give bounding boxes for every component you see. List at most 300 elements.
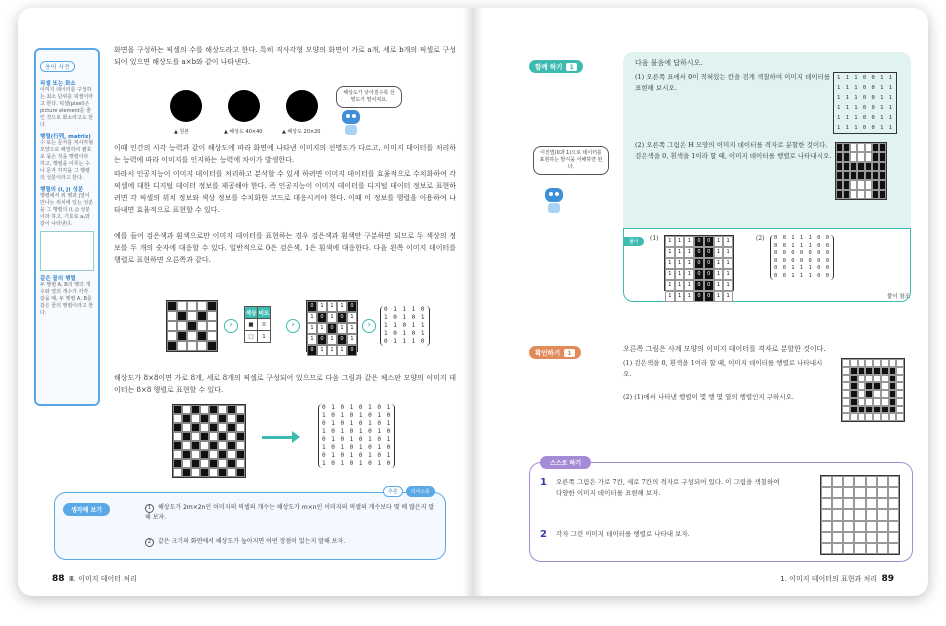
matrix-row: 1 0 1 0 1 0 1 0 bbox=[322, 460, 392, 467]
grid-cell bbox=[872, 180, 879, 189]
pixel-grid-numbered bbox=[306, 300, 358, 352]
book-gutter bbox=[463, 8, 483, 596]
table-header: 비트 bbox=[258, 307, 271, 319]
glossary-badge: 용어 사전 bbox=[40, 61, 75, 72]
grid-cell[interactable] bbox=[821, 498, 832, 509]
matrix-row: 0 1 0 1 0 1 0 1 bbox=[322, 452, 392, 459]
grid-cell bbox=[881, 359, 889, 367]
grid-cell[interactable] bbox=[866, 521, 877, 532]
speech-bubble-2: 이진법(0과 1)으로 데이터를 표현하는 방식을 이해하면 된다. bbox=[533, 146, 609, 175]
grid-cell bbox=[197, 301, 207, 311]
matrix-row: 0 1 0 1 0 1 0 1 bbox=[322, 404, 392, 411]
matrix-row: 1 1 1 0 0 1 1 bbox=[837, 105, 894, 111]
think-tag: 생각해 보기 bbox=[63, 503, 110, 516]
caption-20: ▲ 해상도 20×20 bbox=[282, 129, 321, 135]
grid-cell[interactable] bbox=[854, 476, 865, 487]
glossary-term: 같은 꼴의 행렬 두 행렬 A, B의 행의 개수와 열의 개수가 각각 같을 때, 두 행렬 A, B를 같은 꼴의 행렬이라고 한다. bbox=[40, 276, 94, 316]
grid-cell bbox=[236, 414, 245, 423]
grid-cell bbox=[236, 423, 245, 432]
grid-cell: 0 bbox=[327, 323, 337, 334]
grid-cell bbox=[173, 414, 182, 423]
grid-cell[interactable] bbox=[866, 509, 877, 520]
grid-cell bbox=[879, 190, 886, 199]
grid-cell bbox=[865, 390, 873, 398]
grid-cell bbox=[187, 311, 197, 321]
grid-cell: 1 bbox=[327, 345, 337, 356]
grid-cell bbox=[865, 143, 872, 152]
grid-cell bbox=[209, 423, 218, 432]
grid-cell bbox=[850, 367, 858, 375]
grid-cell bbox=[227, 450, 236, 459]
grid-cell[interactable] bbox=[821, 532, 832, 543]
grid-cell bbox=[177, 331, 187, 341]
grid-cell[interactable] bbox=[854, 543, 865, 554]
grid-cell bbox=[858, 382, 866, 390]
grid-cell: 1 bbox=[317, 301, 327, 312]
grid-cell bbox=[873, 382, 881, 390]
grid-cell bbox=[858, 398, 866, 406]
grid-cell bbox=[865, 162, 872, 171]
grid-cell: 1 bbox=[665, 269, 675, 280]
grid-cell: 0 bbox=[337, 334, 347, 345]
grid-cell bbox=[191, 441, 200, 450]
grid-cell bbox=[187, 301, 197, 311]
arrow-right-icon: › bbox=[224, 319, 238, 333]
grid-cell[interactable] bbox=[866, 476, 877, 487]
grid-cell[interactable] bbox=[832, 476, 843, 487]
grid-cell bbox=[167, 311, 177, 321]
robot-icon bbox=[340, 110, 362, 136]
matrix-row: 0 1 1 1 0 bbox=[384, 306, 426, 313]
grid-cell: 0 bbox=[704, 280, 714, 291]
grid-cell[interactable] bbox=[877, 532, 888, 543]
answer-label-2: (2) bbox=[756, 235, 765, 242]
grid-cell bbox=[218, 450, 227, 459]
think-item-1: 1 해상도가 2m×2n인 이미지의 픽셀의 개수는 해상도가 m×n인 이미지의 픽셀의 개수보다 몇 배 많은지 말해 보자. bbox=[145, 504, 435, 521]
table-cell: ■ bbox=[245, 319, 258, 331]
grid-cell: 1 bbox=[307, 312, 317, 323]
grid-cell: 1 bbox=[665, 258, 675, 269]
grid-cell[interactable] bbox=[843, 543, 854, 554]
grid-cell: 1 bbox=[337, 323, 347, 334]
grid-cell: 1 bbox=[675, 269, 685, 280]
grid-cell bbox=[850, 171, 857, 180]
grid-cell bbox=[881, 413, 889, 421]
self-item-1: 오른쪽 그림은 가로 7칸, 세로 7칸의 격자로 구성되어 있다. 이 그림을 색칠하여 다양한 이미지 데이터를 표현해 보자. bbox=[556, 478, 780, 497]
grid-cell[interactable] bbox=[854, 532, 865, 543]
paragraph-example: 예를 들어 검은색과 흰색으로만 이미지 데이터를 표현하는 경우 검은색과 흰색만 구분하면 되므로 두 색상의 정보를 두 개의 숫자에 대응할 수 있다. 일반적으로 0은 검은색, 1은 흰색에 대응한다. 다음 왼쪽 이미지 데이터를 행렬로 표현하면 오른쪽과 같다. bbox=[114, 232, 456, 264]
question-1: (1) 오른쪽 표에서 0이 적혀있는 칸을 검게 색칠하여 이미지 데이터를 표현해 보시오. bbox=[635, 73, 831, 92]
grid-cell bbox=[889, 367, 897, 375]
grid-cell bbox=[889, 398, 897, 406]
grid-cell: 0 bbox=[694, 236, 704, 247]
grid-cell bbox=[236, 405, 245, 414]
grid-cell bbox=[873, 398, 881, 406]
matrix-row: 0 1 0 1 0 1 0 1 bbox=[322, 420, 392, 427]
grid-cell bbox=[843, 190, 850, 199]
grid-cell bbox=[173, 423, 182, 432]
grid-cell bbox=[182, 405, 191, 414]
grid-cell: 1 bbox=[723, 247, 733, 258]
grid-cell bbox=[857, 180, 864, 189]
grid-cell: 1 bbox=[347, 323, 357, 334]
grid-cell bbox=[173, 459, 182, 468]
grid-cell bbox=[227, 405, 236, 414]
grid-cell bbox=[218, 414, 227, 423]
grid-cell[interactable] bbox=[832, 498, 843, 509]
grid-cell bbox=[836, 143, 843, 152]
grid-cell bbox=[896, 406, 904, 414]
grid-cell bbox=[167, 321, 177, 331]
grid-cell bbox=[879, 143, 886, 152]
think-box bbox=[54, 489, 446, 560]
grid-cell[interactable] bbox=[866, 543, 877, 554]
grid-cell[interactable] bbox=[821, 509, 832, 520]
grid-cell[interactable] bbox=[866, 487, 877, 498]
grid-cell bbox=[173, 405, 182, 414]
grid-cell bbox=[173, 468, 182, 477]
grid-cell bbox=[843, 171, 850, 180]
self-number-1: 1 bbox=[540, 477, 547, 488]
grid-cell bbox=[889, 406, 897, 414]
grid-cell bbox=[218, 468, 227, 477]
grid-cell: 1 bbox=[684, 236, 694, 247]
grid-cell bbox=[218, 459, 227, 468]
grid-cell: 1 bbox=[714, 258, 724, 269]
grid-cell bbox=[872, 190, 879, 199]
grid-cell bbox=[842, 367, 850, 375]
robot-icon bbox=[543, 188, 565, 214]
pixel-grid-5x5 bbox=[166, 300, 218, 352]
matrix-8x8 bbox=[318, 404, 395, 468]
grid-cell: 1 bbox=[723, 280, 733, 291]
grid-cell bbox=[836, 180, 843, 189]
grid-cell[interactable] bbox=[832, 532, 843, 543]
grid-cell: 1 bbox=[684, 291, 694, 302]
grid-cell: 1 bbox=[675, 247, 685, 258]
table-cell: 0 bbox=[258, 319, 271, 331]
grid-cell bbox=[850, 382, 858, 390]
grid-cell: 1 bbox=[723, 258, 733, 269]
grid-cell bbox=[865, 382, 873, 390]
grid-cell bbox=[227, 414, 236, 423]
matrix-row: 0 0 1 1 1 0 0 bbox=[774, 242, 831, 249]
grid-cell bbox=[187, 331, 197, 341]
grid-cell bbox=[207, 341, 217, 351]
grid-cell bbox=[200, 405, 209, 414]
grid-cell: 0 bbox=[307, 345, 317, 356]
grid-cell bbox=[836, 171, 843, 180]
answer-panel bbox=[623, 228, 911, 302]
grid-cell bbox=[850, 190, 857, 199]
grid-cell bbox=[879, 152, 886, 161]
grid-cell[interactable] bbox=[888, 509, 899, 520]
grid-cell: 1 bbox=[327, 334, 337, 345]
matrix-row: 1 1 1 0 0 1 1 bbox=[837, 75, 894, 81]
chip-communication: 의사소통 bbox=[406, 486, 435, 497]
grid-cell[interactable] bbox=[854, 521, 865, 532]
grid-cell bbox=[842, 359, 850, 367]
grid-cell bbox=[200, 468, 209, 477]
grid-cell bbox=[889, 382, 897, 390]
grid-cell[interactable] bbox=[877, 543, 888, 554]
grid-cell: 1 bbox=[665, 291, 675, 302]
grid-cell[interactable] bbox=[843, 521, 854, 532]
grid-cell[interactable] bbox=[877, 521, 888, 532]
grid-cell: 0 bbox=[317, 334, 327, 345]
grid-cell bbox=[191, 423, 200, 432]
check-question-1: (1) 검은색을 0, 흰색을 1이라 할 때, 이미지 데이터를 행렬로 나타내시오. bbox=[623, 359, 823, 378]
grid-cell bbox=[850, 162, 857, 171]
grid-cell[interactable] bbox=[832, 521, 843, 532]
table-header: 색상 bbox=[245, 307, 258, 319]
grid-cell[interactable] bbox=[843, 509, 854, 520]
matrix-row: 1 1 1 0 0 1 1 bbox=[837, 95, 894, 101]
grid-cell[interactable] bbox=[832, 487, 843, 498]
grid-cell: 1 bbox=[337, 301, 347, 312]
grid-cell bbox=[167, 341, 177, 351]
page-number: 88 bbox=[52, 574, 65, 584]
grid-cell[interactable] bbox=[821, 543, 832, 554]
grid-cell bbox=[836, 190, 843, 199]
arrow-line bbox=[262, 436, 296, 439]
grid-cell: 0 bbox=[347, 345, 357, 356]
grid-cell bbox=[865, 406, 873, 414]
grid-cell bbox=[236, 468, 245, 477]
self-item-2: 각자 그린 이미지 데이터를 행렬로 나타내 보자. bbox=[556, 530, 690, 538]
grid-cell bbox=[207, 311, 217, 321]
answer-tag: 풀이 bbox=[624, 237, 644, 246]
solution-reference: 풀이 참조 bbox=[886, 294, 910, 300]
grid-cell[interactable] bbox=[877, 476, 888, 487]
grid-cell: 1 bbox=[675, 280, 685, 291]
paragraph-chess: 해상도가 8×8이면 가로 8개, 세로 8개의 픽셀로 구성되어 있으므로 다음 그림과 같은 체스판 모양의 이미지 데이터는 8×8 행렬로 표현할 수 있다. bbox=[114, 374, 456, 394]
grid-cell: 1 bbox=[723, 291, 733, 302]
grid-cell bbox=[182, 432, 191, 441]
grid-cell bbox=[896, 382, 904, 390]
grid-cell bbox=[209, 459, 218, 468]
think-item-2: 2 같은 크기의 화면에서 해상도가 높아지면 어떤 장점이 있는지 말해 보자. bbox=[145, 537, 435, 547]
grid-cell: 1 bbox=[675, 258, 685, 269]
grid-cell bbox=[191, 405, 200, 414]
together-prompt: 다음 물음에 답하시오. bbox=[635, 59, 703, 67]
grid-cell bbox=[879, 180, 886, 189]
grid-cell bbox=[858, 367, 866, 375]
glossary-term: 행렬의 (i, j) 성분 행렬에서 위 행과 j열이 만나는 위치에 있는 성분을 그 행렬의 (i, j) 성분이라 하고, 기호로 aᵢⱼ와 같이 나타낸다. bbox=[40, 187, 94, 227]
grid-cell bbox=[236, 459, 245, 468]
grid-cell bbox=[187, 321, 197, 331]
grid-cell bbox=[200, 423, 209, 432]
grid-cell: 1 bbox=[347, 312, 357, 323]
grid-cell[interactable] bbox=[854, 498, 865, 509]
grid-cell bbox=[218, 405, 227, 414]
grid-cell: 1 bbox=[684, 247, 694, 258]
answer-label-1: (1) bbox=[650, 235, 659, 242]
grid-cell[interactable] bbox=[843, 498, 854, 509]
grid-cell bbox=[200, 459, 209, 468]
grid-cell bbox=[873, 367, 881, 375]
grid-cell bbox=[191, 459, 200, 468]
answer-matrix bbox=[770, 235, 834, 280]
grid-cell bbox=[177, 301, 187, 311]
grid-cell bbox=[858, 413, 866, 421]
grid-cell bbox=[209, 441, 218, 450]
grid-cell bbox=[873, 375, 881, 383]
grid-cell bbox=[842, 375, 850, 383]
grid-cell bbox=[889, 390, 897, 398]
arrow-head-icon bbox=[292, 431, 300, 443]
grid-cell[interactable] bbox=[866, 532, 877, 543]
grid-cell[interactable] bbox=[854, 509, 865, 520]
matrix-row: 0 0 1 1 1 0 0 bbox=[774, 265, 831, 271]
paragraph-digitize: 따라서 인공지능이 이미지 데이터를 처리하고 분석할 수 있게 하려면 이미지 데이터를 효율적으로 수치화하여 각 픽셀에 대한 디지털 데이터 정보를 제공해야 한다. 즉 인공지능이 이미지 데이터를 디지털 데이터 정보로 표현하려면 각 픽셀의 위치 정보와 색상 정보를 수치화한 코드로 대응시켜야 한다. 이때 이 정보를 행렬을 이용하여 나타내면 효율적으로 표현할 수 있다. bbox=[114, 170, 456, 214]
grid-cell bbox=[187, 341, 197, 351]
grid-cell bbox=[843, 152, 850, 161]
grid-cell bbox=[218, 432, 227, 441]
grid-cell[interactable] bbox=[877, 498, 888, 509]
grid-cell bbox=[850, 143, 857, 152]
grid-cell[interactable] bbox=[832, 509, 843, 520]
grid-cell bbox=[842, 413, 850, 421]
skill-chips bbox=[383, 486, 435, 497]
grid-cell[interactable] bbox=[821, 521, 832, 532]
grid-cell bbox=[209, 468, 218, 477]
grid-cell: 1 bbox=[665, 280, 675, 291]
grid-cell bbox=[872, 143, 879, 152]
matrix-row: 1 0 1 0 1 0 1 0 bbox=[322, 444, 392, 451]
section-together: 함께 하기 1 bbox=[529, 60, 583, 73]
grid-cell bbox=[200, 432, 209, 441]
grid-cell bbox=[207, 321, 217, 331]
grid-cell bbox=[177, 311, 187, 321]
grid-cell[interactable] bbox=[832, 543, 843, 554]
self-tag: 스스로 하기 bbox=[540, 456, 591, 469]
grid-cell bbox=[842, 398, 850, 406]
matrix-row: 1 0 1 0 1 0 1 0 bbox=[322, 428, 392, 435]
matrix-row: 1 0 1 0 1 bbox=[384, 330, 426, 337]
grid-cell: 0 bbox=[704, 291, 714, 302]
grid-cell bbox=[209, 405, 218, 414]
grid-cell bbox=[200, 441, 209, 450]
grid-cell bbox=[843, 180, 850, 189]
grid-cell bbox=[167, 301, 177, 311]
speech-bubble: 해상도가 낮아질수록 선명도가 떨어져요. bbox=[336, 86, 402, 108]
grid-cell bbox=[200, 450, 209, 459]
grid-cell[interactable] bbox=[888, 521, 899, 532]
grid-cell: 1 bbox=[723, 269, 733, 280]
self-box bbox=[529, 462, 913, 562]
matrix-row: 1 1 1 0 0 1 1 bbox=[837, 85, 894, 91]
grid-cell: 1 bbox=[714, 247, 724, 258]
grid-cell[interactable] bbox=[888, 498, 899, 509]
grid-cell[interactable] bbox=[854, 487, 865, 498]
caption-40: ▲ 해상도 40×40 bbox=[224, 129, 263, 135]
grid-cell: 0 bbox=[704, 269, 714, 280]
grid-cell[interactable] bbox=[821, 487, 832, 498]
grid-cell bbox=[191, 468, 200, 477]
grid-cell bbox=[191, 450, 200, 459]
grid-cell bbox=[209, 432, 218, 441]
h-shape-grid bbox=[835, 142, 887, 200]
blank-grid[interactable] bbox=[820, 475, 900, 555]
grid-cell: 0 bbox=[694, 291, 704, 302]
grid-cell bbox=[865, 413, 873, 421]
grid-cell: 0 bbox=[307, 301, 317, 312]
grid-cell[interactable] bbox=[877, 509, 888, 520]
grid-cell[interactable] bbox=[888, 543, 899, 554]
grid-cell bbox=[207, 301, 217, 311]
grid-cell bbox=[227, 441, 236, 450]
grid-cell[interactable] bbox=[888, 476, 899, 487]
grid-cell[interactable] bbox=[821, 476, 832, 487]
grid-cell bbox=[881, 367, 889, 375]
grid-cell: 1 bbox=[337, 345, 347, 356]
grid-cell: 0 bbox=[704, 258, 714, 269]
grid-cell bbox=[850, 152, 857, 161]
grid-cell bbox=[200, 414, 209, 423]
grid-cell[interactable] bbox=[843, 487, 854, 498]
grid-cell bbox=[197, 341, 207, 351]
grid-cell bbox=[227, 432, 236, 441]
matrix-row: 1 1 1 0 0 1 1 bbox=[837, 125, 894, 131]
matrix-row: 0 0 0 0 0 0 0 bbox=[774, 257, 831, 264]
caption-original: ▲ 원본 bbox=[174, 129, 190, 135]
grid-cell: 1 bbox=[675, 236, 685, 247]
right-page bbox=[473, 8, 928, 596]
circle-20 bbox=[286, 90, 318, 122]
matrix-row: 0 0 1 1 1 0 0 bbox=[774, 235, 831, 241]
footer-left bbox=[52, 574, 137, 584]
grid-cell bbox=[209, 450, 218, 459]
check-prompt: 오른쪽 그림은 사계 모양의 이미지 데이터를 격자로 분할한 것이다. bbox=[623, 345, 826, 353]
grid-cell bbox=[896, 359, 904, 367]
grid-cell bbox=[858, 375, 866, 383]
grid-cell bbox=[227, 468, 236, 477]
grid-cell[interactable] bbox=[866, 498, 877, 509]
grid-cell bbox=[182, 414, 191, 423]
matrix-row: 1 0 1 0 1 0 1 0 bbox=[322, 412, 392, 419]
grid-cell bbox=[842, 406, 850, 414]
grid-cell: 1 bbox=[714, 269, 724, 280]
grid-cell bbox=[842, 390, 850, 398]
grid-cell bbox=[873, 413, 881, 421]
grid-cell[interactable] bbox=[877, 487, 888, 498]
matrix-row: 1 0 1 0 1 bbox=[384, 314, 426, 321]
grid-cell bbox=[865, 171, 872, 180]
grid-cell bbox=[889, 413, 897, 421]
grid-cell bbox=[857, 190, 864, 199]
grid-cell bbox=[843, 162, 850, 171]
grid-cell[interactable] bbox=[843, 476, 854, 487]
grid-cell: 1 bbox=[317, 323, 327, 334]
grid-cell bbox=[209, 414, 218, 423]
grid-cell bbox=[857, 171, 864, 180]
grid-cell bbox=[858, 406, 866, 414]
grid-cell[interactable] bbox=[888, 487, 899, 498]
grid-cell[interactable] bbox=[888, 532, 899, 543]
grid-cell bbox=[873, 390, 881, 398]
grid-cell[interactable] bbox=[843, 532, 854, 543]
chapter-title: Ⅲ. 이미지 데이터 처리 bbox=[68, 575, 137, 583]
grid-cell bbox=[858, 359, 866, 367]
grid-cell bbox=[896, 375, 904, 383]
grid-cell bbox=[881, 375, 889, 383]
grid-cell bbox=[896, 398, 904, 406]
grid-cell bbox=[842, 382, 850, 390]
grid-cell: 0 bbox=[704, 236, 714, 247]
grid-cell bbox=[173, 432, 182, 441]
grid-cell bbox=[836, 162, 843, 171]
